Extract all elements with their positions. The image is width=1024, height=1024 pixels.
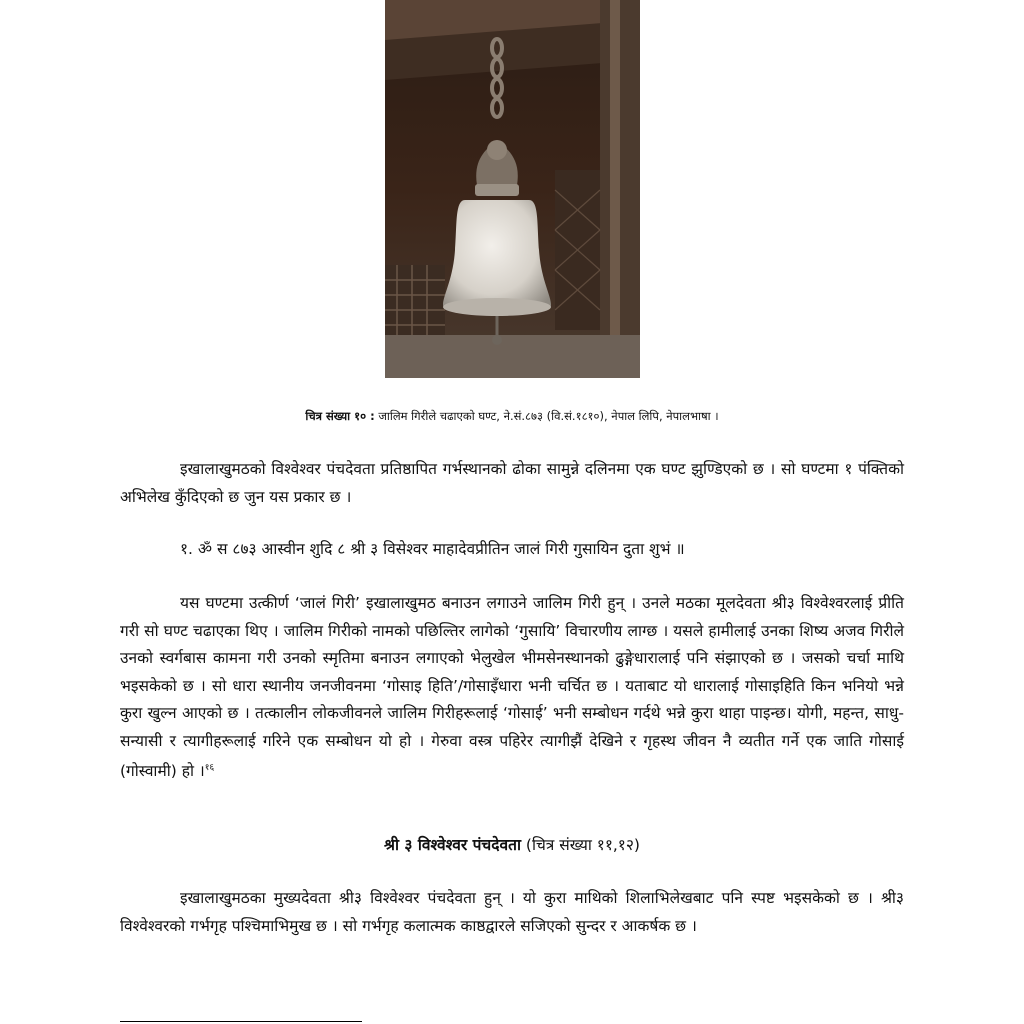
figure-caption-label: चित्र संख्या १० : (305, 409, 375, 423)
paragraph-inscription-text: यस घण्टमा उत्कीर्ण ‘जालं गिरी’ इखालाखुमठ बनाउन लगाउने जालिम गिरी हुन् । उनले मठका मूलदेवता श्री३ विश्वेश्वरलाई प्रीति गरी सो घण्ट चढाएका थिए । जालिम गिरीको नामको पछिल्तिर लागेको ‘गुसायि’ विचारणीय लाग्छ । यसले हामीलाई उनका शिष्य अजव गिरीले उनको स्वर्गबास कामना गरी उनको स्मृतिमा बनाउन लगाएको भेलुखेल भीमसेनस्थानको ढुङ्गेधारालाई पनि संझाएको छ । जसको चर्चा माथि भइसकेको छ । सो धारा स्थानीय जनजीवनमा ‘गोसाइ हिति’/गोसाइँधारा भनी चर्चित छ । यताबाट यो धारालाई गोसाइहिति किन भनियो भन्ने कुरा खुल्न आएको छ । तत्कालीन लोकजीवनले जालिम गिरीहरूलाई ‘गोसाई’ भनी सम्बोधन गर्दथे भन्ने कुरा थाहा पाइन्छ। योगी, महन्त, साधु-सन्यासी र त्यागीहरूलाई गरिने एक सम्बोधन यो हो । गेरुवा वस्त्र पहिरेर त्यागीझैं देखिने र गृहस्थ जीवन नै व्यतीत गर्ने एक जाति गोसाई (गोस्वामी) हो । (120, 594, 904, 781)
section-heading (0, 832, 1024, 859)
section-figure-note: (चित्र संख्या ११,१२) (520, 836, 640, 854)
paragraph-main-deity: इखालाखुमठका मुख्यदेवता श्री३ विश्वेश्वर पंचदेवता हुन् । यो कुरा माथिको शिलाभिलेखबाट पनि स्पष्ट भइसकेको छ । श्री३ विश्वेश्वरको गर्भगृह पश्चिमाभिमुख छ । सो गर्भगृह कलात्मक काष्ठद्वारले सजिएको सुन्दर र आकर्षक छ । (120, 889, 904, 935)
bell-image (385, 0, 640, 378)
paragraph-bell-location: इखालाखुमठको विश्वेश्वर पंचदेवता प्रतिष्ठापित गर्भस्थानको ढोका सामुन्ने दलिनमा एक घण्ट झुण्डिएको छ । सो घण्टमा १ पंक्तिको अभिलेख कुँदिएको छ जुन यस प्रकार छ । (120, 460, 904, 506)
figure-caption-text: जालिम गिरीले चढाएको घण्ट, ने.सं.८७३ (वि.सं.१८१०), नेपाल लिपि, नेपालभाषा । (374, 409, 719, 423)
figure-caption (0, 408, 1024, 424)
footnote-separator (120, 1021, 362, 1022)
section-title: श्री ३ विश्वेश्वर पंचदेवता (384, 836, 521, 854)
bell-photograph (385, 0, 640, 378)
footnote-marker[interactable]: १६ (204, 763, 215, 773)
inscription-line: १. ॐ स ८७३ आस्वीन शुदि ८ श्री ३ विसेश्वर माहादेवप्रीतिन जालं गिरी गुसायिन दुता शुभं ॥ (180, 540, 685, 558)
paragraph-inscription-discussion (120, 590, 904, 786)
